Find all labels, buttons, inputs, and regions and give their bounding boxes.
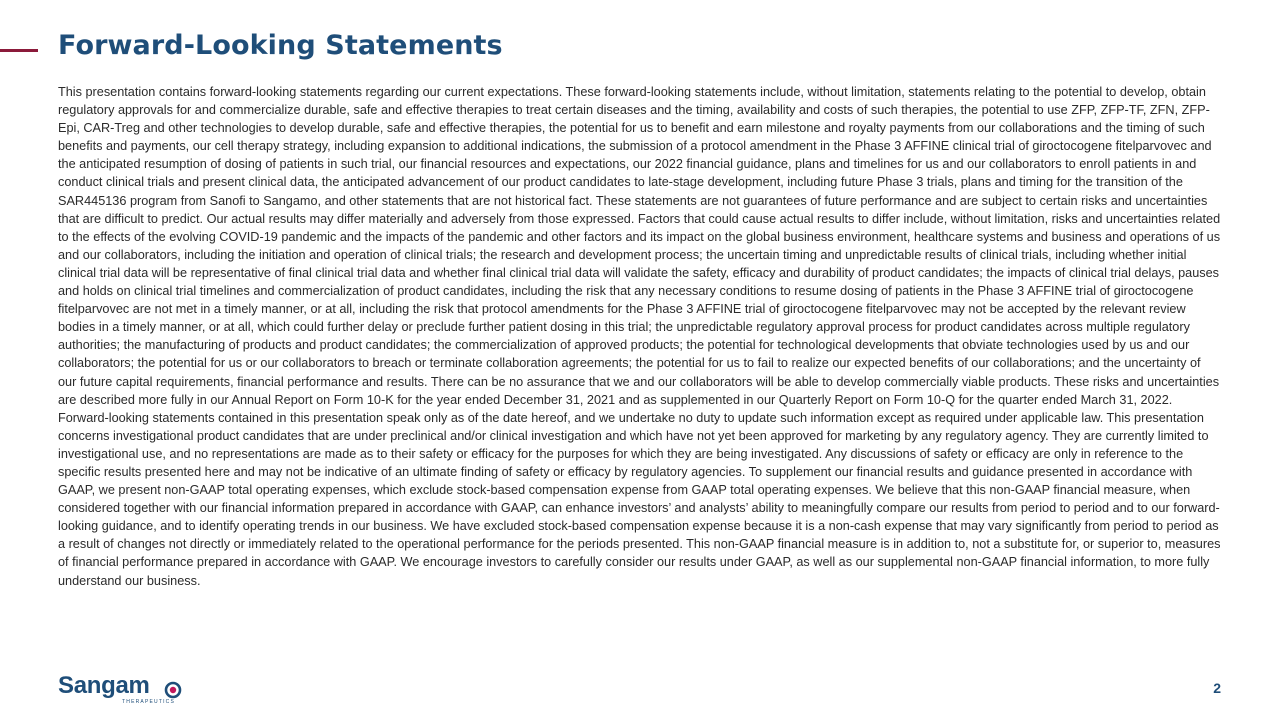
page-title: Forward-Looking Statements [58,30,503,61]
logo-o-mark-icon [164,681,182,699]
page-number: 2 [1213,680,1221,696]
sangamo-logo [58,674,188,708]
logo-subtitle: THERAPEUTICS [122,699,176,705]
logo-wordmark: Sangam [58,672,150,699]
forward-looking-statements-text: This presentation contains forward-looking statements regarding our current expectations. These forward-looking statements include, without limitation, statements relating to the potential to develop, obtain regulatory approvals for and commercialize durable, safe and effective therapies to treat certain diseases and the timing, availability and costs of such therapies, the potential to use ZFP, ZFP-TF, ZFN, ZFP-Epi, CAR-Treg and other technologies to develop durable, safe and effective therapies, the potential for us to benefit and earn milestone and royalty payments from our collaborations and the timing of such benefits and payments, our cell therapy strategy, including expansion to additional indications, the submission of a protocol amendment in the Phase 3 AFFINE clinical trial of giroctocogene fitelparvovec and the anticipated resumption of dosing of patients in such trial, our financial resources and expectations, our 2022 financial guidance, plans and timelines for us and our collaborators to enroll patients in and conduct clinical trials and present clinical data, the anticipated advancement of our product candidates to late-stage development, including future Phase 3 trials, plans and timing for the transition of the SAR445136 program from Sanofi to Sangamo, and other statements that are not historical fact. These statements are not guarantees of future performance and are subject to certain risks and uncertainties that are difficult to predict. Our actual results may differ materially and adversely from those expressed. Factors that could cause actual results to differ include, without limitation, risks and uncertainties related to the effects of the evolving COVID-19 pandemic and the impacts of the pandemic and other factors and its impact on the global business environment, healthcare systems and business and operations of us and our collaborators, including the initiation and operation of clinical trials; the research and development process; the uncertain timing and unpredictable results of clinical trials, including whether initial clinical trial data will be representative of final clinical trial data and whether final clinical trial data will validate the safety, efficacy and durability of product candidates; the impacts of clinical trial delays, pauses and holds on clinical trial timelines and commercialization of product candidates, including the risk that any necessary conditions to resume dosing of patients in the Phase 3 AFFINE trial of giroctocogene fitelparvovec are not met in a timely manner, or at all, including the risk that protocol amendments for the Phase 3 AFFINE trial of giroctocogene fitelparvovec may not be accepted by the relevant review bodies in a timely manner, or at all, which could further delay or preclude further patient dosing in this trial; the unpredictable regulatory approval process for product candidates across multiple regulatory authorities; the manufacturing of products and product candidates; the commercialization of approved products; the potential for technological developments that obviate technologies used by us and our collaborators; the potential for us or our collaborators to breach or terminate collaboration agreements; the potential for us to fail to realize our expected benefits of our collaborations; and the uncertainty of our future capital requirements, financial performance and results. There can be no assurance that we and our collaborators will be able to develop commercially viable products. These risks and uncertainties are described more fully in our Annual Report on Form 10-K for the year ended December 31, 2021 and as supplemented in our Quarterly Report on Form 10-Q for the quarter ended March 31, 2022. Forward-looking statements contained in this presentation speak only as of the date hereof, and we undertake no duty to update such information except as required under applicable law. This presentation concerns investigational product candidates that are under preclinical and/or clinical investigation and which have not yet been approved for marketing by any regulatory agency. They are currently limited to investigational use, and no representations are made as to their safety or efficacy for the purposes for which they are being investigated. Any discussions of safety or efficacy are only in reference to the specific results presented here and may not be indicative of an ultimate finding of safety or efficacy by regulatory agencies. To supplement our financial results and guidance presented in accordance with GAAP, we present non-GAAP total operating expenses, which exclude stock-based compensation expense from GAAP total operating expenses. We believe that this non-GAAP financial measure, when considered together with our financial information prepared in accordance with GAAP, can enhance investors’ and analysts’ ability to meaningfully compare our results from period to period and to our forward-looking guidance, and to identify operating trends in our business. We have excluded stock-based compensation expense because it is a non-cash expense that may vary significantly from period to period as a result of changes not directly or immediately related to the operational performance for the periods presented. This non-GAAP financial measure is in addition to, not a substitute for, or superior to, measures of financial performance prepared in accordance with GAAP. We encourage investors to carefully consider our results under GAAP, as well as our supplemental non-GAAP financial information, to more fully understand our business. [58,85,1221,588]
title-accent-rule [0,49,38,52]
